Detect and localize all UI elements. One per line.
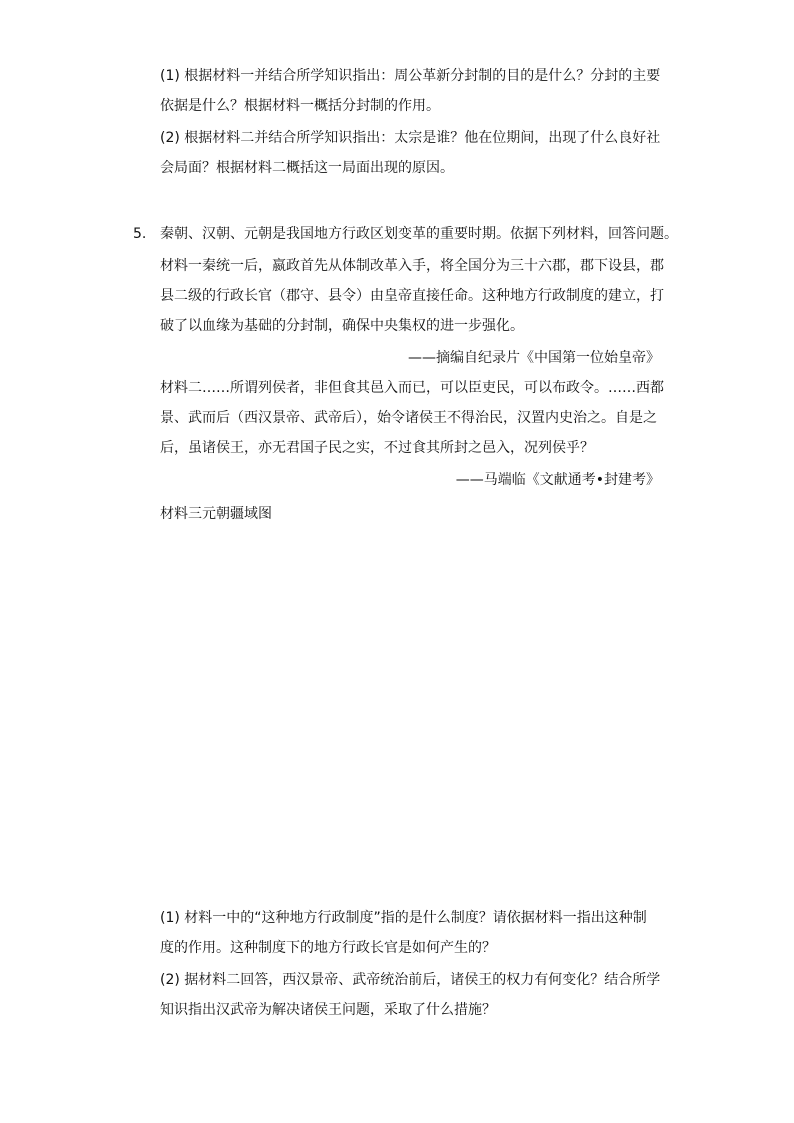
text-line: 度的作用。这种制度下的地方行政长官是如何产生的？: [160, 940, 496, 956]
text-line: (1) 根据材料一并结合所学知识指出：周公革新分封制的目的是什么？分封的主要: [160, 68, 661, 84]
text-line: 后，虽诸侯王，亦无君国子民之实，不过食其所封之邑入，况列侯乎？: [160, 440, 594, 456]
text-line: 会局面？根据材料二概括这一局面出现的原因。: [160, 160, 454, 176]
text-line: (1) 材料一中的“这种地方行政制度”指的是什么制度？请依据材料一指出这种制: [160, 910, 647, 926]
question-number: 5.: [133, 226, 147, 242]
text-line: 县二级的行政长官（郡守、县令）由皇帝直接任命。这种地方行政制度的建立，打: [160, 288, 664, 304]
question-intro: 秦朝、汉朝、元朝是我国地方行政区划变革的重要时期。依据下列材料，回答问题。: [160, 226, 678, 242]
source-citation: ——摘编自纪录片《中国第一位始皇帝》: [408, 350, 660, 366]
source-citation: ——马端临《文献通考•封建考》: [455, 472, 660, 488]
map-image-placeholder: [160, 540, 660, 890]
text-line: 知识指出汉武帝为解决诸侯王问题，采取了什么措施？: [160, 1002, 496, 1018]
text-line: 材料一秦统一后，嬴政首先从体制改革入手，将全国分为三十六郡，郡下设县，郡: [160, 258, 664, 274]
text-line: (2) 根据材料二并结合所学知识指出：太宗是谁？他在位期间，出现了什么良好社: [160, 130, 661, 146]
text-line: 材料二……所谓列侯者，非但食其邑入而已，可以臣吏民，可以布政令。……西都: [160, 380, 664, 396]
text-line: 依据是什么？根据材料一概括分封制的作用。: [160, 98, 440, 114]
text-line: 破了以血缘为基础的分封制，确保中央集权的进一步强化。: [160, 318, 524, 334]
text-line: (2) 据材料二回答，西汉景帝、武帝统治前后，诸侯王的权力有何变化？结合所学: [160, 972, 661, 988]
material-three-label: 材料三元朝疆域图: [160, 506, 272, 522]
text-line: 景、武而后（西汉景帝、武帝后），始令诸侯王不得治民，汉置内史治之。自是之: [160, 410, 657, 426]
